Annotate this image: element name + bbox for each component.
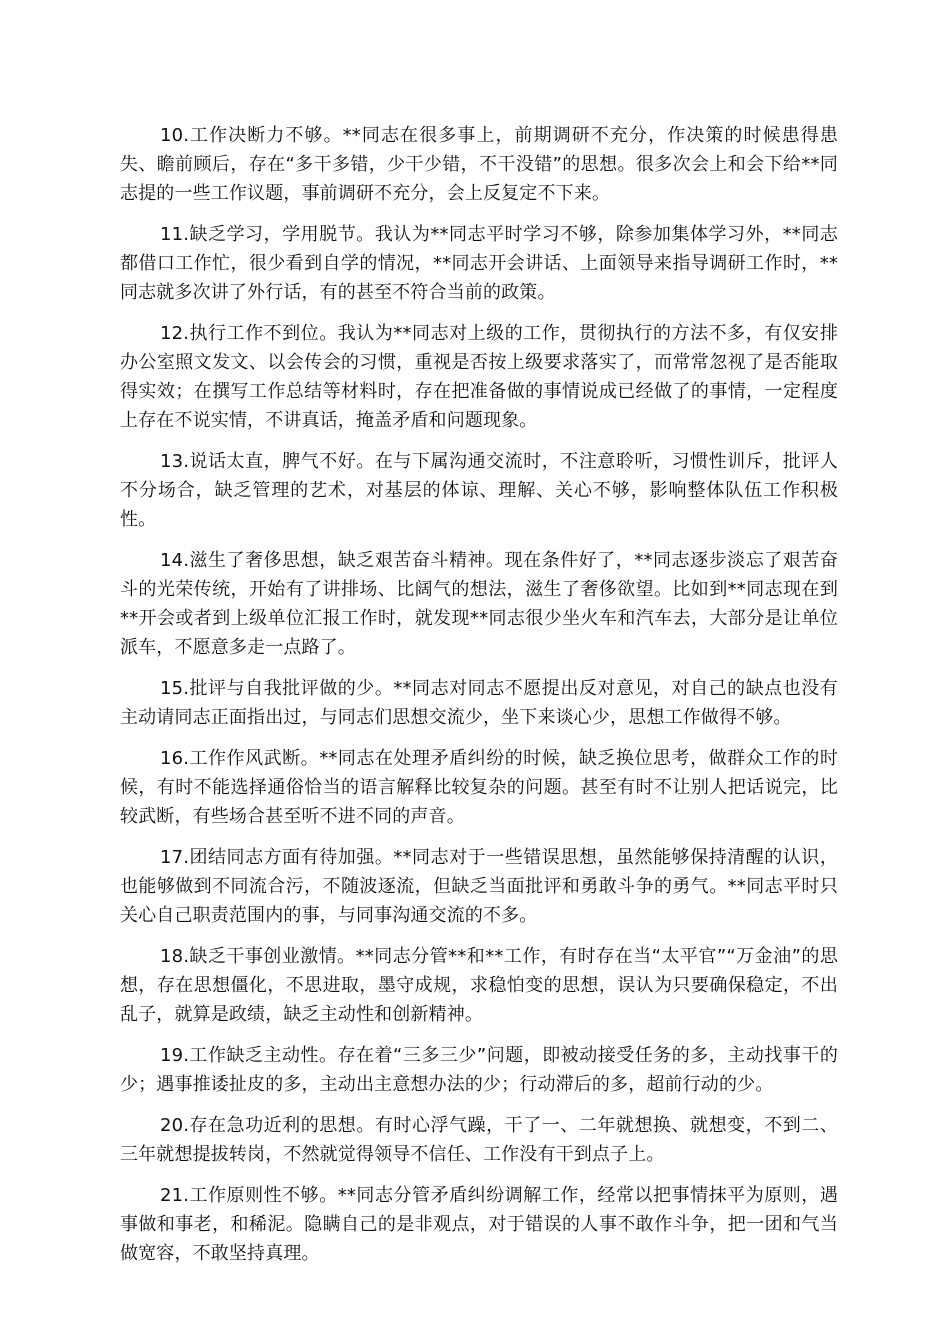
- paragraph-item-10: 10.工作决断力不够。**同志在很多事上，前期调研不充分，作决策的时候患得患失、瞻前顾后，存在“多干多错，少干少错，不干没错”的思想。很多次会上和会下给**同志提的一些工作议题，事前调研不充分，会上反复定不下来。: [120, 125, 838, 204]
- paragraph-item-19: 19.工作缺乏主动性。存在着“三多三少”问题，即被动接受任务的多，主动找事干的少；遇事推诿扯皮的多，主动出主意想办法的少；行动滞后的多，超前行动的少。: [120, 1045, 838, 1095]
- paragraph-item-21: 21.工作原则性不够。**同志分管矛盾纠纷调解工作，经常以把事情抹平为原则，遇事做和事老，和稀泥。隐瞒自己的是非观点，对于错误的人事不敢作斗争，把一团和气当做宽容，不敢坚持真理。: [120, 1185, 838, 1264]
- paragraph-item-13: 13.说话太直，脾气不好。在与下属沟通交流时，不注意聆听，习惯性训斥，批评人不分场合，缺乏管理的艺术，对基层的体谅、理解、关心不够，影响整体队伍工作积极性。: [120, 451, 838, 530]
- paragraph-item-14: 14.滋生了奢侈思想，缺乏艰苦奋斗精神。现在条件好了，**同志逐步淡忘了艰苦奋斗的光荣传统，开始有了讲排场、比阔气的想法，滋生了奢侈欲望。比如到**同志现在到**开会或者到上级单位汇报工作时，就发现**同志很少坐火车和汽车去，大部分是让单位派车，不愿意多走一点路了。: [120, 550, 838, 658]
- paragraph-item-18: 18.缺乏干事创业激情。**同志分管**和**工作，有时存在当“太平官”“万金油”的思想，存在思想僵化，不思进取，墨守成规，求稳怕变的思想，误认为只要确保稳定，不出乱子，就算是政绩，缺乏主动性和创新精神。: [120, 946, 838, 1025]
- paragraph-item-16: 16.工作作风武断。**同志在处理矛盾纠纷的时候，缺乏换位思考，做群众工作的时候，有时不能选择通俗恰当的语言解释比较复杂的问题。甚至有时不让别人把话说完，比较武断，有些场合甚至听不进不同的声音。: [120, 748, 838, 827]
- paragraph-item-15: 15.批评与自我批评做的少。**同志对同志不愿提出反对意见，对自己的缺点也没有主动请同志正面指出过，与同志们思想交流少，坐下来谈心少，思想工作做得不够。: [120, 678, 838, 728]
- paragraph-item-12: 12.执行工作不到位。我认为**同志对上级的工作，贯彻执行的方法不多，有仅安排办公室照文发文、以会传会的习惯，重视是否按上级要求落实了，而常常忽视了是否能取得实效；在撰写工作总结等材料时，存在把准备做的事情说成已经做了的事情，一定程度上存在不说实情，不讲真话，掩盖矛盾和问题现象。: [120, 323, 838, 431]
- paragraph-item-11: 11.缺乏学习，学用脱节。我认为**同志平时学习不够，除参加集体学习外，**同志都借口工作忙，很少看到自学的情况，**同志开会讲话、上面领导来指导调研工作时，**同志就多次讲了外行话，有的甚至不符合当前的政策。: [120, 224, 838, 303]
- paragraph-item-20: 20.存在急功近利的思想。有时心浮气躁，干了一、二年就想换、就想变，不到二、三年就想提拔转岗，不然就觉得领导不信任、工作没有干到点子上。: [120, 1115, 838, 1165]
- document-body: [120, 121, 838, 1280]
- paragraph-item-17: 17.团结同志方面有待加强。**同志对于一些错误思想，虽然能够保持清醒的认识，也能够做到不同流合污，不随波逐流，但缺乏当面批评和勇敢斗争的勇气。**同志平时只关心自己职责范围内的事，与同事沟通交流的不多。: [120, 847, 838, 926]
